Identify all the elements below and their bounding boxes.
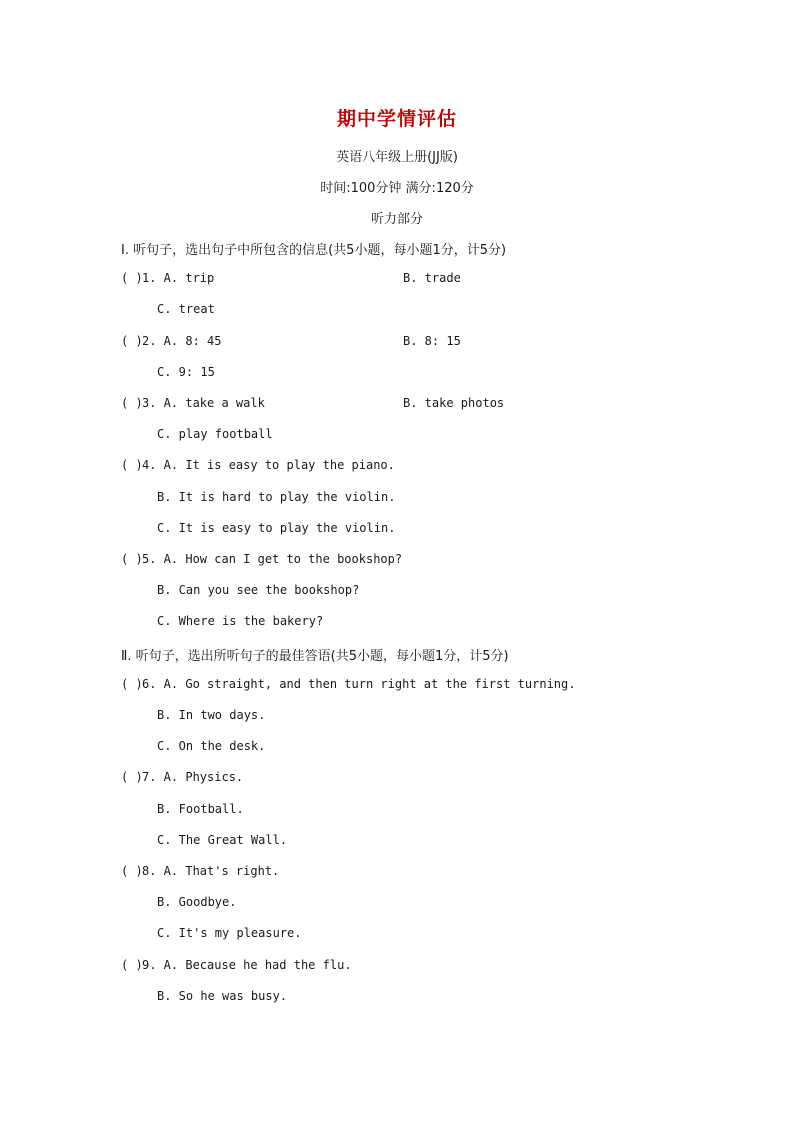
option-a: 4. A. It is easy to play the piano. — [142, 458, 395, 472]
option-a: 9. A. Because he had the flu. — [142, 958, 352, 972]
exam-title: 期中学情评估 — [336, 108, 457, 130]
answer-blank: ( ) — [121, 552, 143, 566]
option-a: 7. A. Physics. — [142, 770, 244, 784]
section-2-heading: Ⅱ. 听句子，选出所听句子的最佳答语(共5小题，每小题1分，计5分) — [121, 649, 509, 664]
option-b: B. So he was busy. — [157, 989, 288, 1003]
option-a: 6. A. Go straight, and then turn right at the first turning. — [142, 677, 576, 691]
option-c: C. play football — [157, 427, 273, 441]
option-a: 8. A. That's right. — [142, 864, 280, 878]
option-c: C. The Great Wall. — [157, 833, 288, 847]
option-b: B. take photos — [403, 396, 505, 410]
option-c: C. 9: 15 — [157, 365, 215, 379]
option-c: C. It is easy to play the violin. — [157, 521, 396, 535]
answer-blank: ( ) — [121, 458, 143, 472]
answer-blank: ( ) — [121, 396, 143, 410]
option-a: 5. A. How can I get to the bookshop? — [142, 552, 403, 566]
time-score-info: 时间:100分钟 满分:120分 — [320, 181, 474, 196]
exam-subtitle: 英语八年级上册(JJ版) — [336, 150, 458, 165]
option-b: B. It is hard to play the violin. — [157, 490, 396, 504]
option-c: C. On the desk. — [157, 739, 266, 753]
option-c: C. treat — [157, 302, 215, 316]
section-1-heading: Ⅰ. 听句子，选出句子中所包含的信息(共5小题，每小题1分，计5分) — [121, 243, 507, 258]
part-heading: 听力部分 — [370, 212, 423, 227]
option-b: B. Football. — [157, 802, 244, 816]
answer-blank: ( ) — [121, 958, 143, 972]
option-c: C. It's my pleasure. — [157, 926, 302, 940]
option-b: B. In two days. — [157, 708, 266, 722]
option-b: B. Goodbye. — [157, 895, 237, 909]
option-a: 1. A. trip — [142, 271, 215, 285]
answer-blank: ( ) — [121, 334, 143, 348]
answer-blank: ( ) — [121, 770, 143, 784]
option-a: 3. A. take a walk — [142, 396, 265, 410]
option-b: B. 8: 15 — [403, 334, 461, 348]
option-b: B. trade — [403, 271, 461, 285]
answer-blank: ( ) — [121, 271, 143, 285]
option-c: C. Where is the bakery? — [157, 614, 324, 628]
answer-blank: ( ) — [121, 864, 143, 878]
answer-blank: ( ) — [121, 677, 143, 691]
option-b: B. Can you see the bookshop? — [157, 583, 360, 597]
option-a: 2. A. 8: 45 — [142, 334, 222, 348]
